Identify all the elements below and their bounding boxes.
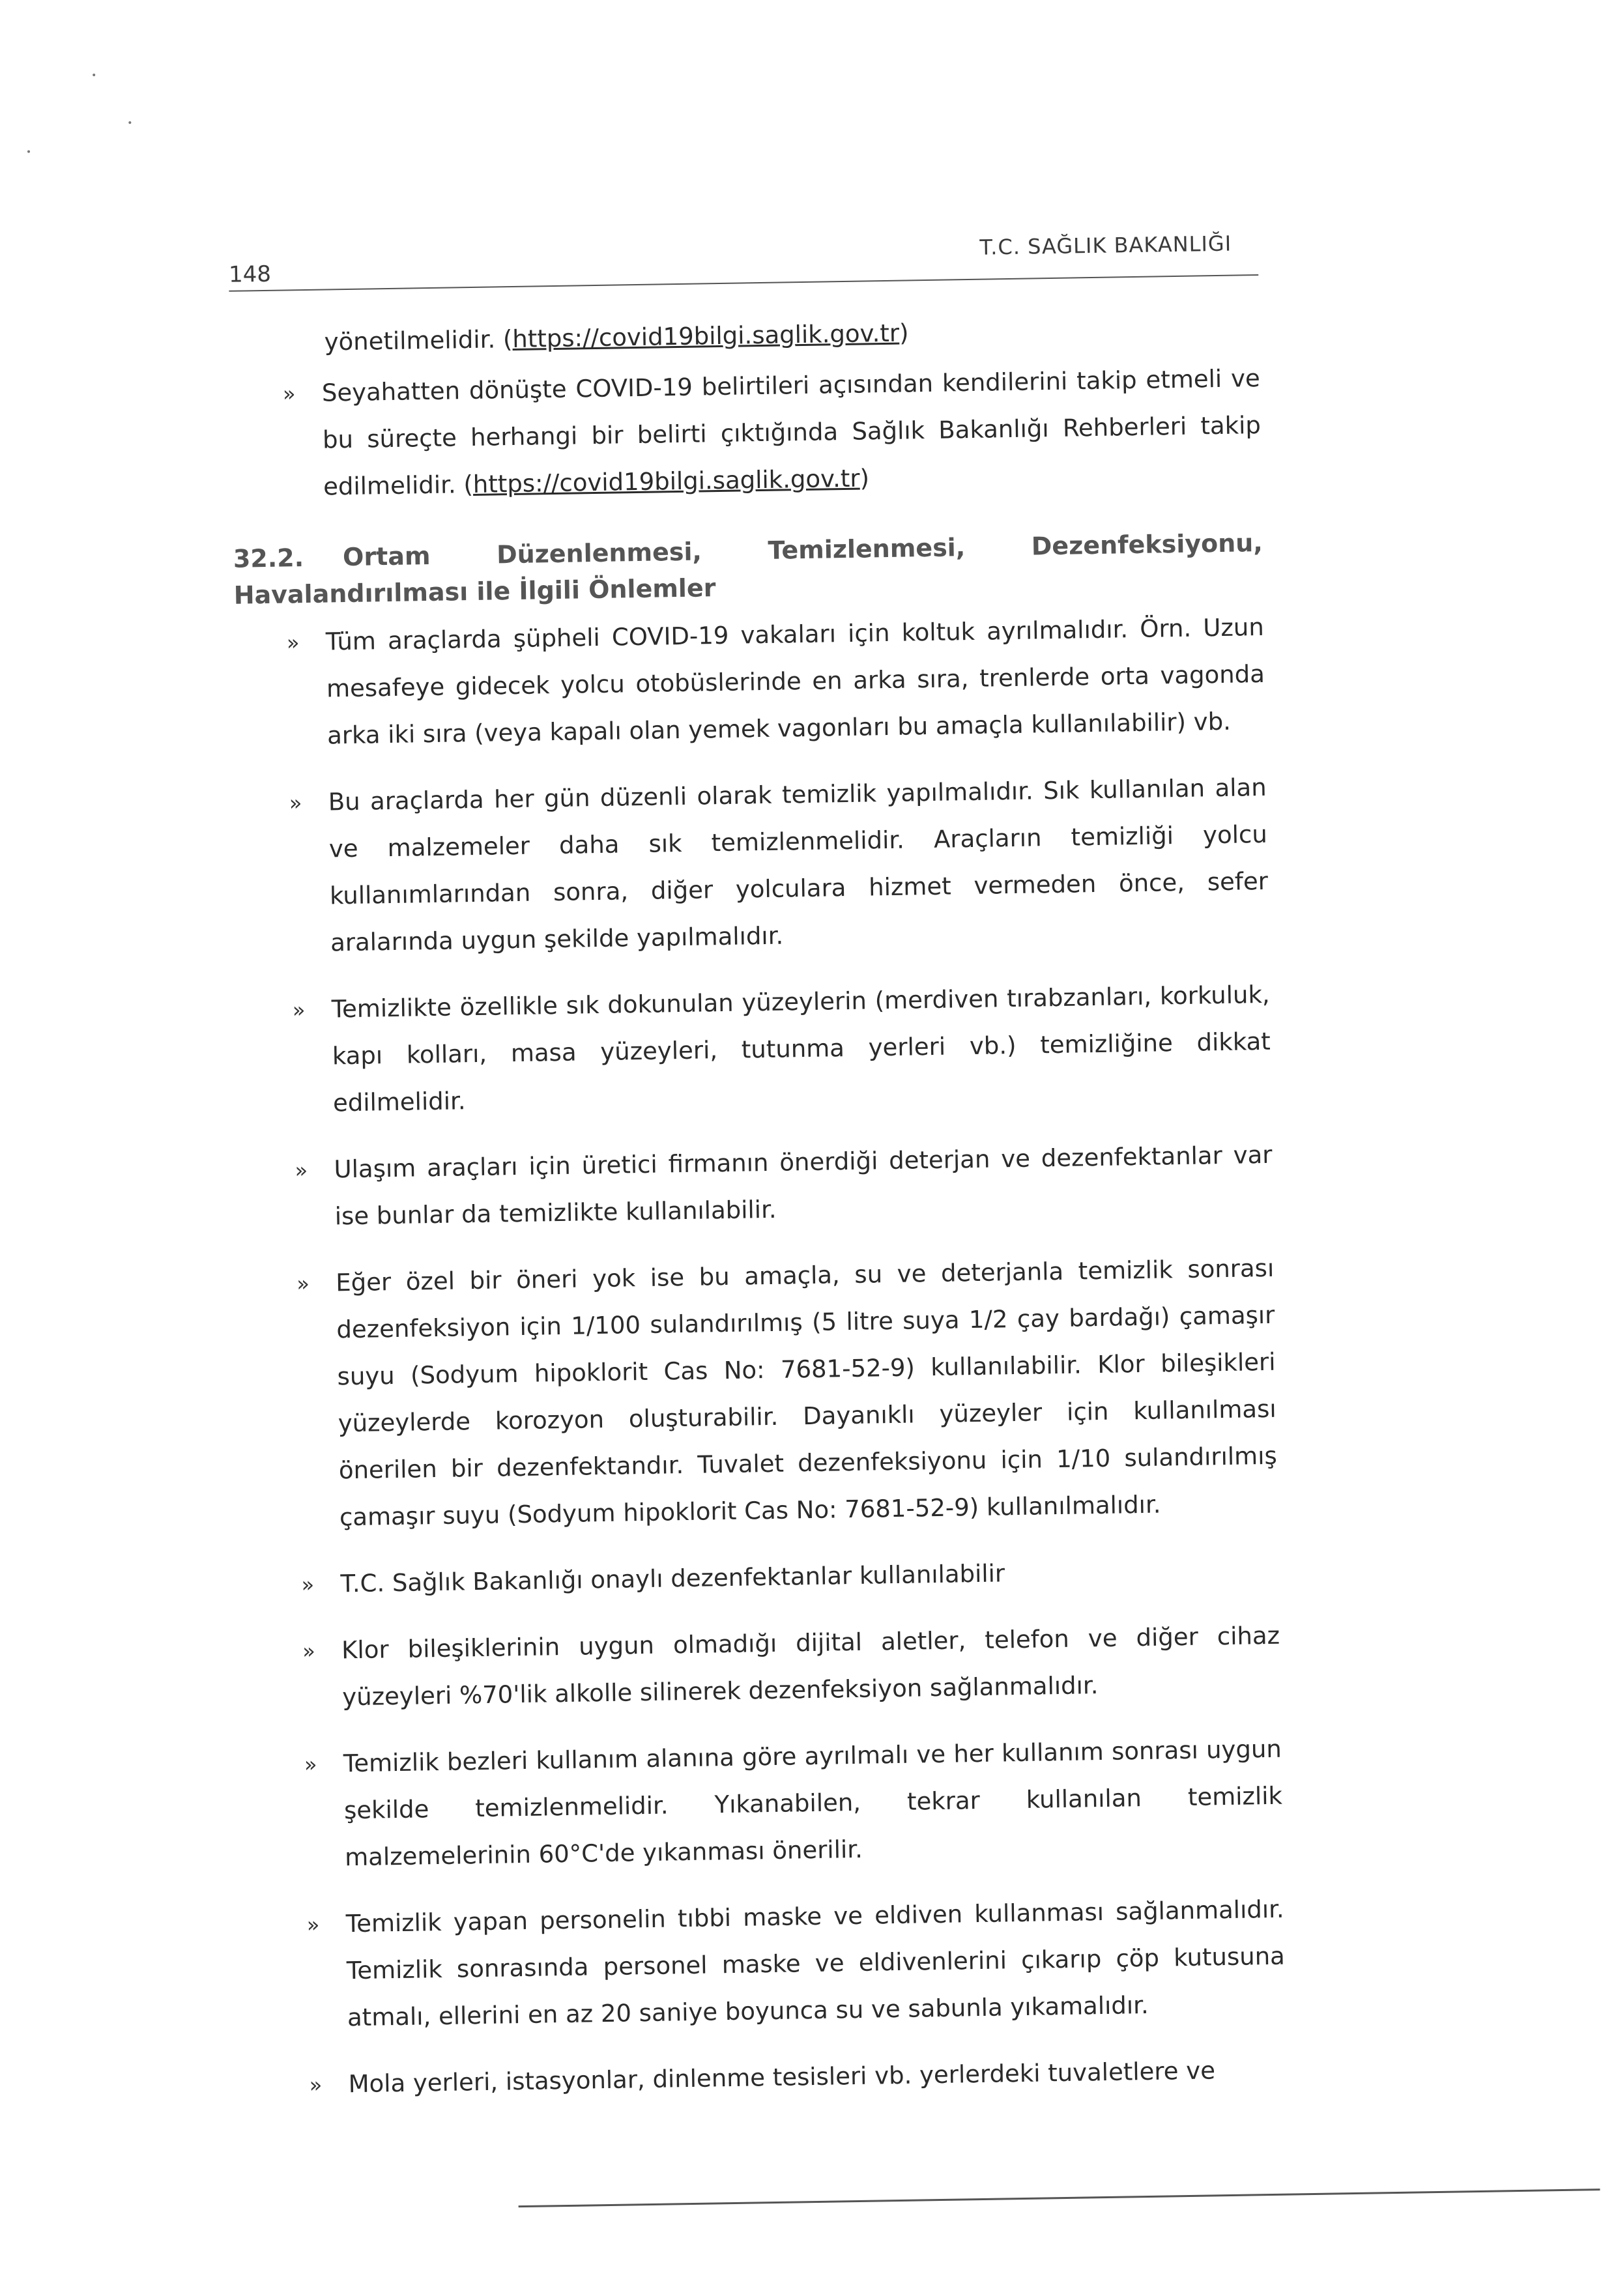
continuation-close: ) <box>899 319 909 347</box>
list-item-text <box>321 355 1262 511</box>
footer-rule <box>519 2188 1600 2207</box>
running-head: T.C. SAĞLIK BAKANLIĞI <box>979 231 1232 260</box>
list-item <box>242 1132 1273 1242</box>
bullet-marker: » <box>302 1638 316 1664</box>
list-item <box>252 1726 1283 1883</box>
list-item-text: Eğer özel bir öneri yok ise bu amaçla, su ve deterjanla temizlik sonrası dezenfeksiyon için 1/100 sulandırılmış (5 litre suya 1/2 çay bardağı) çamaşır suyu (Sodyum hipoklorit Cas No: 7681-52-9) kullanılabilir. Klor bileşikleri yüzeylerde korozyon oluşturabilir. Dayanıklı yüzeyler için kullanılması önerilen bir dezenfektandır. Tuvalet dezenfeksiyonu için 1/10 sulandırılmış çamaşır suyu (Sodyum hipoklorit Cas No: 7681-52-9) kullanılmalıdır. <box>336 1254 1278 1532</box>
source-link[interactable]: https://covid19bilgi.saglik.gov.tr <box>512 319 900 353</box>
scan-speck <box>27 151 30 153</box>
scan-speck <box>93 74 95 76</box>
list-item <box>234 604 1265 761</box>
section-title: Ortam Düzenlenmesi, Temizlenmesi, Dezenfeksiyonu, Havalandırılması ile İlgili Önlemler <box>233 528 1263 610</box>
list-item <box>237 764 1269 968</box>
source-link[interactable]: https://covid19bilgi.saglik.gov.tr <box>472 464 860 498</box>
list-item <box>250 1613 1281 1723</box>
continuation-text: yönetilmelidir. ( <box>324 324 513 356</box>
section-heading <box>233 524 1263 614</box>
list-item-close: ) <box>859 464 870 493</box>
bullet-marker: » <box>296 1271 310 1297</box>
bullet-marker: » <box>286 630 300 655</box>
list-item-text: T.C. Sağlık Bakanlığı onaylı dezenfektanlar kullanılabilir <box>340 1559 1005 1598</box>
bullet-marker: » <box>282 381 296 407</box>
bullet-list <box>234 604 1287 2110</box>
list-item-text: Ulaşım araçları için üretici firmanın önerdiği deterjan ve dezenfektanlar var ise bunlar da temizlikte kullanılabilir. <box>334 1140 1273 1231</box>
list-item-text: Bu araçlarda her gün düzenli olarak temizlik yapılmalıdır. Sık kullanılan alan ve malzemeler daha sık temizlenmelidir. Araçların temizliği yolcu kullanımlarından sonra, diğer yolculara hizmet vermeden önce, sefer aralarında uygun şekilde yapılmalıdır. <box>328 773 1269 957</box>
list-item-text: Mola yerleri, istasyonlar, dinlenme tesisleri vb. yerlerdeki tuvaletlere ve <box>348 2056 1216 2099</box>
list-item <box>257 2046 1287 2110</box>
header-rule <box>229 274 1258 292</box>
list-item-text: Temizlik yapan personelin tıbbi maske ve eldiven kullanması sağlanmalıdır. Temizlik sonrasında personel maske ve eldivenlerini çıkarıp çöp kutusuna atmalı, ellerini en az 20 saniye boyunca su ve sabunla yıkamalıdır. <box>345 1895 1286 2032</box>
list-item-text: Temizlik bezleri kullanım alanına göre ayrılmalı ve her kullanım sonrası uygun şekilde temizlenmelidir. Yıkanabilen, tekrar kullanılan temizlik malzemelerinin 60°C'de yıkanması önerilir. <box>343 1734 1283 1872</box>
list-item <box>240 971 1271 1128</box>
list-item-text: Tüm araçlarda şüpheli COVID-19 vakaları için koltuk ayrılmalıdır. Örn. Uzun mesafeye gidecek yolcu otobüslerinde en arka sıra, trenlerde orta vagonda arka iki sıra (veya kapalı olan yemek vagonları bu amaçla kullanılabilir) vb. <box>325 612 1265 750</box>
list-item <box>230 355 1262 512</box>
bullet-marker: » <box>295 1158 308 1183</box>
bullet-marker: » <box>304 1751 317 1777</box>
page-body <box>229 304 1287 2129</box>
scan-speck <box>128 121 131 124</box>
list-item <box>249 1546 1279 1609</box>
bullet-marker: » <box>289 790 302 816</box>
list-item <box>244 1245 1278 1543</box>
list-item <box>254 1886 1286 2043</box>
bullet-marker: » <box>309 2072 323 2098</box>
section-number: 32.2. <box>233 543 304 573</box>
list-item-text: Temizlikte özellikle sık dokunulan yüzeylerin (merdiven tırabzanları, korkuluk, kapı kolları, masa yüzeyleri, tutunma yerleri vb.) temizliğine dikkat edilmelidir. <box>331 980 1271 1117</box>
list-item-body: Seyahatten dönüşte COVID-19 belirtileri açısından kendilerini takip etmeli ve bu süreçte herhangi bir belirti çıktığında Sağlık Bakanlığı Rehberleri takip edilmelidir. ( <box>321 364 1262 501</box>
list-item-text: Klor bileşiklerinin uygun olmadığı dijital aletler, telefon ve diğer cihaz yüzeyleri %70'lik alkolle silinerek dezenfeksiyon sağlanmalıdır. <box>341 1621 1280 1712</box>
bullet-marker: » <box>301 1571 315 1598</box>
bullet-marker: » <box>306 1912 320 1938</box>
bullet-marker: » <box>292 997 306 1023</box>
page-number: 148 <box>228 261 272 288</box>
